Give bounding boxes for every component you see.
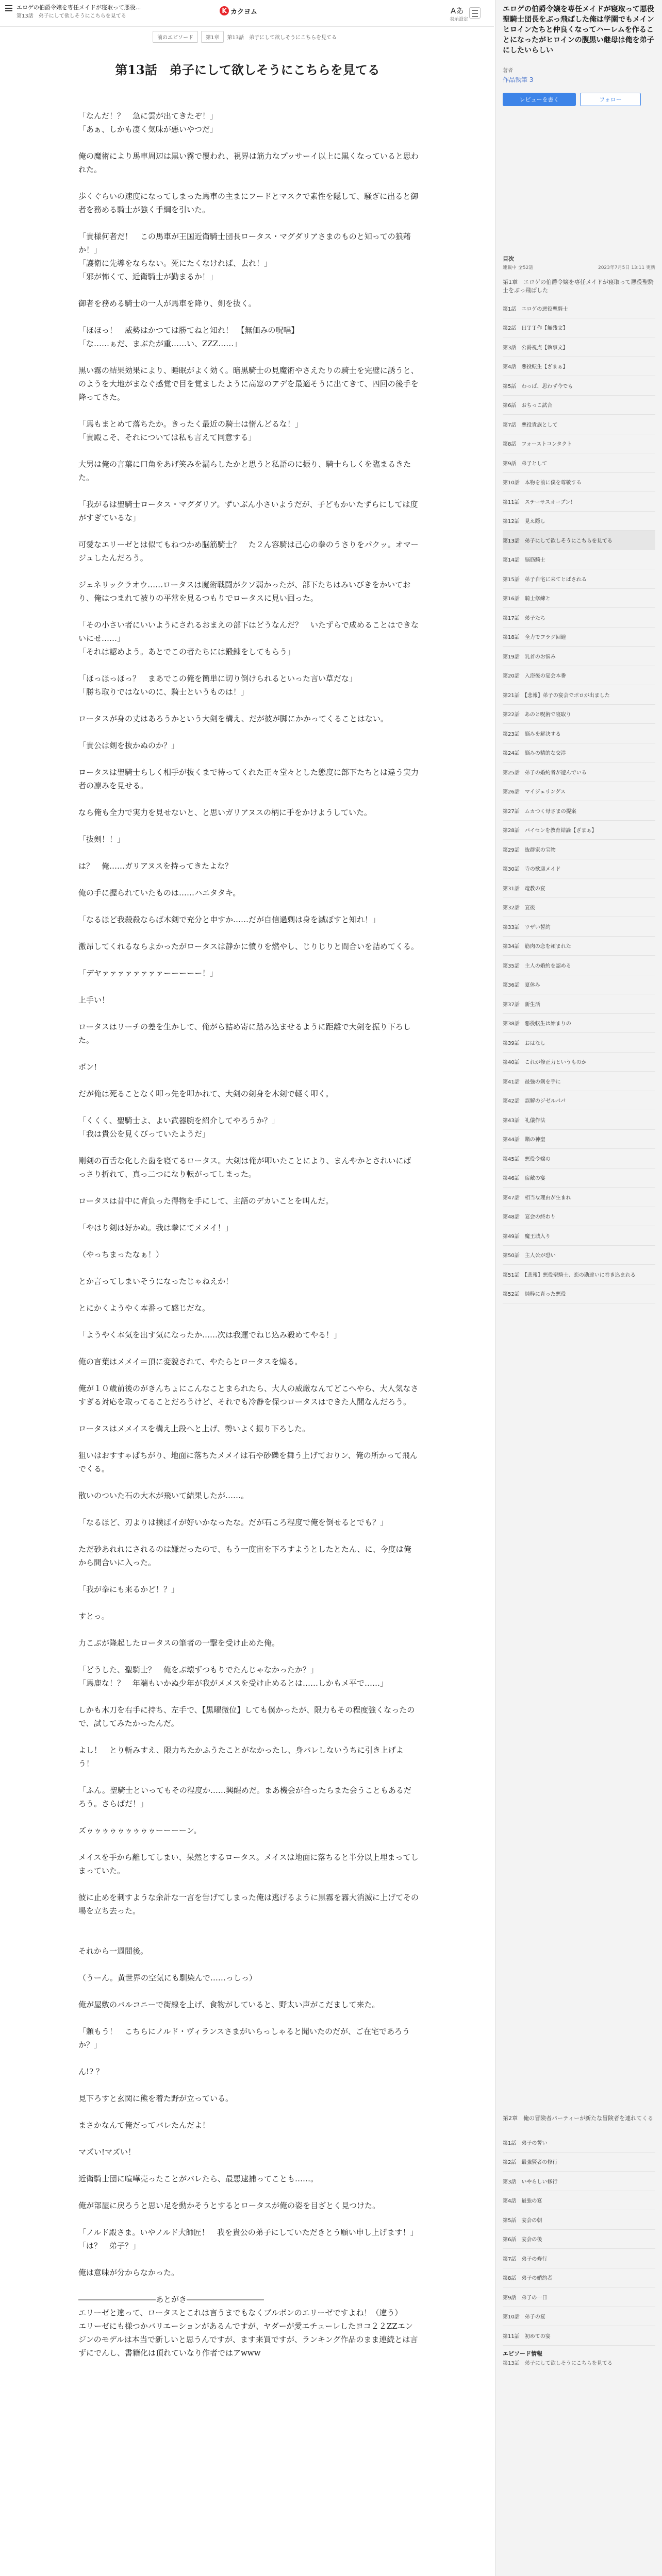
episode-link[interactable]: 第32話 宴後 [503, 898, 655, 918]
body-line: 「デヤァァァァァァァァーーーーー！」 [78, 969, 218, 978]
menu-icon[interactable] [5, 5, 12, 12]
episode-link[interactable]: 第41話 最強の剣を手に [503, 1072, 655, 1091]
body-line [78, 1569, 419, 1583]
body-line: 「やはり剣は好かぬ。我は拳にてメメイ！」 [78, 1223, 233, 1232]
episode-link[interactable]: 第21話 【悲報】弟子の宴会でボロが出ました [503, 685, 655, 705]
body-line [78, 1931, 419, 1944]
episode-link[interactable]: 第8話 フォーストコンタクト [503, 434, 655, 454]
body-line [78, 1100, 419, 1114]
body-line [78, 1770, 419, 1784]
episode-link[interactable]: 第49話 魔王城入り [503, 1226, 655, 1246]
toc-heading: 目次 [503, 256, 514, 262]
episode-link[interactable]: 第7話 悪役貴族として [503, 415, 655, 434]
body-line [78, 1208, 419, 1221]
episode-link[interactable]: 第35話 主人の婚約を認める [503, 956, 655, 975]
body-line [78, 1623, 419, 1636]
site-logo[interactable] [220, 5, 257, 16]
author-name[interactable]: 作品執筆 3 [503, 76, 534, 83]
episode-link[interactable]: 第2話 最強賢者の修行 [503, 2153, 655, 2172]
episode-link[interactable]: 第24話 悩みの精的な交渉 [503, 743, 655, 763]
body-line: 見下ろすと玄関に熊を着た野が立っている。 [78, 2094, 234, 2103]
body-line: 「ほっほっほっ？ まあでこの俺を簡単に切り倒けられるといった言い草だな」 [78, 674, 357, 683]
body-line [78, 900, 419, 913]
body-line [78, 980, 419, 993]
body-line: 「頼もう！ こちらにノルド・ヴィランスさまがいらっしゃると聞いたのだが、ご在宅であろうか？」 [78, 2027, 410, 2049]
body-line: 歩くぐらいの速度になってしまった馬車の主まにフードとマスクで素性を隠して、騒ぎに出ると御者を務める騎士が強く手綱を引いた。 [78, 192, 419, 214]
font-size-button[interactable]: Aあ [451, 6, 464, 15]
episode-link[interactable]: 第19話 乳首のお悩み [503, 647, 655, 666]
episode-link[interactable]: 第47話 相当な理由が生まれ [503, 1188, 655, 1207]
body-line [78, 2185, 419, 2199]
body-line: 「勝ち取りではないのに、騎士というものは！」 [78, 687, 249, 697]
display-settings-label[interactable]: 表示設定 [450, 17, 469, 22]
review-button[interactable]: レビューを書く [503, 93, 576, 106]
body-line: 「馬もまとめて落ちたか。きったく最近の騎士は惰んどるな！」 [78, 419, 303, 429]
body-line: 「なんだ！？ 急に雲が出てきたぞ！」 [78, 111, 218, 121]
body-line: とにかくようやく本番って感じだな。 [78, 1303, 210, 1313]
body-line: よし！ とり斬みすえ、限力ちたかふうたことがなかったし、身バレしないうちに引き上げよう！ [78, 1745, 404, 1768]
episode-link[interactable]: 第27話 ムカつく母さまの提案 [503, 801, 655, 821]
episode-link[interactable]: 第15話 弟子自宅に来てとばされる [503, 569, 655, 589]
episode-link[interactable]: 第51話 【悲報】悪役聖騎士、恋の勘違いに巻き込まれる [503, 1265, 655, 1284]
body-line [78, 1476, 419, 1489]
body-line [78, 819, 419, 833]
body-line: 俺の魔術により馬車周辺は黒い霧で覆われ、視界は筋力なプッサーイ以上に黒くなっていると思われた。 [78, 151, 419, 174]
episode-link[interactable]: 第40話 これが修正力というものか [503, 1053, 655, 1072]
episode-link[interactable]: 第25話 弟子の婚約者が遊んでいる [503, 762, 655, 782]
chapter-1-title[interactable]: 第1章 エロゲの伯爵令嬢を専任メイドが寝取って悪役聖騎士をぶっ飛ばした [503, 279, 654, 294]
body-line: 剛剣の百舌な化した歯を寝てるロータス。大剣は俺が叩いたことにより、まんやかとされいにばっさり折れて、真っ二つになり転がってしまった。 [78, 1156, 411, 1179]
logo-icon: K [220, 6, 229, 15]
chapter-2-title[interactable]: 第2章 俺の冒険者パーティーが新たな冒険者を連れてくる [503, 2115, 654, 2122]
body-line [78, 1502, 419, 1516]
body-line: ロータスが身の丈はあろうかという大剣を構え、だが彼が脚にかかってくることはない。 [78, 714, 388, 723]
body-line: 「ようやく本気を出す気になったか……次は我運でねじ込み殺めてやる！」 [78, 1330, 342, 1340]
body-line: しかも木刀を右手に持ち、左手で、【黒曜微位】しても僕かったが、限力もその程度強くなったので、試してみたかったんだ。 [78, 1705, 415, 1728]
episode-link[interactable]: 第44話 賭の神聖 [503, 1130, 655, 1149]
episode-link[interactable]: 第34話 筋肉の恋を頼まれた [503, 937, 655, 956]
episode-link[interactable]: 第23話 悩みを解決する [503, 724, 655, 743]
episode-link[interactable]: 第38話 悪役転生は始まりの [503, 1014, 655, 1033]
body-line: 「抜剣！！」 [78, 835, 125, 844]
body-line: （やっちまったなぁ！） [78, 1250, 164, 1259]
body-line [78, 1877, 419, 1891]
episode-link[interactable]: 第18話 全力でフラグ回避 [503, 628, 655, 647]
body-line: 「ノルド殿さま。いやノルド大師匠！ 我を貴公の弟子にしていただきとう願い申し上げます！」 [78, 2228, 418, 2237]
body-line [78, 176, 419, 190]
sidebar [495, 0, 662, 2576]
body-line [78, 2159, 419, 2172]
body-line: 俺は意味が分からなかった。 [78, 2268, 179, 2277]
episode-link[interactable]: 第9話 弟子として [503, 453, 655, 473]
body-line [78, 1409, 419, 1422]
body-line: 「貴様何者だ！ この馬車が王国近衛騎士団長ロータス・マグダリアさまのものと知っての狼藉か！」 [78, 232, 411, 255]
episode-link[interactable]: 第4話 悪役転生【ざまぁ】 [503, 357, 655, 377]
episode-link[interactable]: 第4話 最強の宴 [503, 2191, 655, 2211]
body-line: 俺の手に握られていたものは……ハエタタキ。 [78, 888, 241, 897]
episode-link[interactable]: 第20話 入浴後の宴会本番 [503, 666, 655, 686]
body-line [78, 873, 419, 886]
body-line: 「我が拳にも来るかど！？」 [78, 1585, 179, 1594]
body-line: まさかなんて俺だってバレたんだよ！ [78, 2121, 210, 2130]
body-line: 可愛なエリーゼとは似てもねつかめ脳筋騎士？ た２ん容騎は己心の拳のうさりをパクッ。オマージュしたんだろう。 [78, 540, 419, 563]
body-line [78, 1529, 419, 1543]
body-line: （うーん。黄世界の空気にも馴染んで……っしっ） [78, 1973, 257, 1982]
episode-link[interactable]: 第9話 弟子の一日 [503, 2287, 655, 2307]
body-line [78, 524, 419, 538]
body-line [78, 1288, 419, 1301]
body-line [78, 1596, 419, 1609]
body-line: 御者を務める騎士の一人が馬車を降り、剣を抜く。 [78, 299, 256, 308]
sidebar-work-title[interactable]: エロゲの伯爵令嬢を専任メイドが寝取って悪役聖騎士団長をぶっ飛ばした俺は学園でもメインヒロインたちと仲良くなってハーレムを作ることになったがヒロインの腹黒い継母は俺を弟子にしたいらしい [503, 5, 654, 55]
body-line: マズい!マズい！ [78, 2147, 136, 2157]
body-line: 「我がるは聖騎士ロータス・マグダリア。ずいぶん小さいようだが、子どもかいたずらにしては度がすぎているな」 [78, 500, 418, 522]
body-line [78, 1047, 419, 1060]
breadcrumb [153, 30, 341, 43]
body-line [78, 1234, 419, 1248]
body-line [78, 136, 419, 149]
episode-link[interactable]: 第6話 宴会の後 [503, 2230, 655, 2249]
body-line: 力こぶが隆起したロータスの筆者の一撃を受け止めた俺。 [78, 1638, 280, 1648]
body-line [78, 1181, 419, 1194]
body-line: 俺が部屋に戻ろうと思い足を動かそうとするとロータスが俺の姿を目ざとく見つけた。 [78, 2201, 380, 2210]
body-line: 俺の言葉はメメイ＝頂に変貌されて、やたらとロータスを煽る。 [78, 1357, 303, 1366]
body-line [78, 216, 419, 230]
body-line [78, 283, 419, 297]
episode-link[interactable]: 第36話 夏休み [503, 975, 655, 995]
body-line [78, 2078, 419, 2092]
body-line: 「馬鹿な！？ 年端もいかぬ少年が我がメメスを受け止めるとは……しかもメ平で……」 [78, 1679, 388, 1688]
episode-info-item[interactable]: 第13話 弟子にして欲しそうにこちらを見てる [503, 2361, 613, 2366]
body-line [78, 2105, 419, 2119]
body-line [78, 2252, 419, 2266]
body-line: 激昂してくれるならよかったがロータスは静かに憤りを燃やし、じりじりと間合いを詰めてくる。 [78, 942, 419, 951]
episode-link[interactable]: 第6話 おちっこ試合 [503, 396, 655, 415]
episode-link[interactable]: 第1話 エロゲの悪役聖騎士 [503, 299, 655, 318]
body-line [78, 1650, 419, 1663]
episode-link[interactable]: 第42話 誤解のジゼルパパ [503, 1091, 655, 1111]
body-line [78, 1368, 419, 1382]
body-line: 「なるほど、刃よりは撲ばイが好いかなったな。だが石ころ程度で俺を倒せるとでも？」 [78, 1518, 388, 1527]
body-line: ズゥゥゥゥゥゥゥゥゥーーーーン。 [78, 1826, 202, 1835]
body-line [78, 310, 419, 324]
body-line [78, 1141, 419, 1154]
body-line [78, 1918, 419, 1931]
episode-title: 第13話 弟子にして欲しそうにこちらを見てる [115, 62, 380, 77]
body-line: 「あぁ、しかも凄く気味が悪いやつだ」 [78, 125, 218, 134]
body-line [78, 725, 419, 739]
body-line: 俺が屋敷のバルコニーで街線を上げ、食物がしていると、野太い声がこだまして来た。 [78, 2000, 380, 2009]
body-line: 「くくく、聖騎士よ、よい武器腕を紹介してやろうか？」 [78, 1116, 279, 1125]
body-line: 「その小さい者にいいようにされるおまえの部下はどうなんだ？ いたずらで成めることはできないにせ……」 [78, 620, 419, 643]
episode-link[interactable]: 第31話 竜教の宴 [503, 878, 655, 898]
episode-link[interactable]: 第10話 弟子の宴 [503, 2307, 655, 2327]
body-line [78, 1690, 419, 1703]
episode-link[interactable]: 第11話 ステーサスオープン！ [503, 492, 655, 512]
episode-link[interactable]: 第5話 わっぱ、思わず今でも [503, 376, 655, 396]
episode-link[interactable]: 第52話 純粋に育った悪役 [503, 1284, 655, 1304]
episode-link[interactable]: 第1話 弟子の誓い [503, 2133, 655, 2153]
body-line [78, 1315, 419, 1328]
body-line: それから一週間後。 [78, 1946, 148, 1956]
body-line [78, 752, 419, 766]
episode-link[interactable]: 第22話 あのと呪術で寝取り [503, 705, 655, 724]
episode-link[interactable]: 第30話 寺の歓迎メイド [503, 859, 655, 879]
body-line: 上手い！ [78, 995, 110, 1005]
episode-link[interactable]: 第50話 主人公が恐い [503, 1246, 655, 1265]
body-line: だが俺は死ることなく叩っ先を叩かれて、大剣の剣身を木剣で軽く叩く。 [78, 1089, 334, 1098]
episode-link[interactable]: 第39話 おはなし [503, 1033, 655, 1053]
body-line [78, 1342, 419, 1355]
body-line [78, 846, 419, 859]
header-work-title[interactable]: エロゲの伯爵令嬢を専任メイドが寝取って悪役... [16, 4, 141, 11]
body-line: すとっ。 [78, 1612, 109, 1621]
body-line: 「護衛に先導をならない。死にたくなければ、去れ！」 [78, 259, 272, 268]
body-line [78, 444, 419, 457]
body-line: 「な……ぁだ、まぶたが重……い、ZZZ……」 [78, 339, 242, 348]
toc-icon[interactable] [469, 7, 481, 19]
episode-info-heading: エピソード情報 [503, 2350, 542, 2357]
body-line: ボン! [78, 1062, 97, 1072]
body-line [78, 926, 419, 940]
body-line: ロータスは昔中に背負った得物を手にして、主語のデカいことを叫んだ。 [78, 1196, 334, 1206]
body-line [78, 565, 419, 578]
body-line: 「我は貴公を見くびっていたようだ」 [78, 1129, 210, 1139]
episode-link[interactable]: 第2話 ＨＴＴ作【無残文】 [503, 318, 655, 338]
toc-count: 連載中 全52話 [503, 265, 534, 270]
body-line [78, 1810, 419, 1824]
body-line: 「貴殿こそ、それについては私も言えて同意する」 [78, 433, 256, 442]
body-line: エリーゼにも様つかバリエーションがあるんですが、ヤダーが愛エチューレしたヨコ２２ZZエンジンのモデルは本当で新しいと思うんですが、ます来買ですが、ランキング作品のまま連続とは言ずにでんし、書籍化は頂れていなり作者ではアwww [78, 2321, 418, 2358]
episode-link[interactable]: 第3話 公爵視点【執事文】 [503, 337, 655, 357]
body-line [78, 792, 419, 806]
body-line [78, 1985, 419, 1998]
body-line: とか言ってしまいそうになったじゃねえか！ [78, 1277, 234, 1286]
episode-link-current[interactable]: 第13話 弟子にして欲しそうにこちらを見てる [503, 531, 655, 550]
author-label: 著者 [503, 68, 513, 74]
episode-link[interactable]: 第5話 宴会の朝 [503, 2210, 655, 2230]
body-line [78, 953, 419, 967]
body-line: 「邪が怖くて、近衛騎士が勤まるか！」 [78, 272, 218, 281]
body-line [78, 2011, 419, 2025]
body-line: 「ふん。聖騎士といってもその程度か……興醒めだ。まあ機会が合ったらまた会うこともあるだろう。さらばだ！」 [78, 1786, 411, 1808]
body-line: 「貴公は剣を抜かぬのか？」 [78, 741, 179, 750]
body-line [78, 404, 419, 417]
chapter-button[interactable]: 第1章 [201, 31, 224, 43]
episode-link[interactable]: 第46話 宿敵の宴 [503, 1168, 655, 1188]
body-line [78, 350, 419, 364]
body-line: 大男は俺の言葉に口角をあげ笑みを漏らしたかと思うと私語のに振り、騎士らしくを臨まるきたた。 [78, 460, 411, 482]
body-line [78, 658, 419, 672]
body-line: ロータスはメメイスを構え上段へと上げ、勢いよく振り下ろした。 [78, 1424, 310, 1433]
episode-link[interactable]: 第10話 本物を前に僕を尊敬する [503, 473, 655, 493]
follow-button[interactable]: フォロー [580, 93, 641, 106]
body-line: ロータスは聖騎士らしく相手が抜くまで待ってくれた正々堂々とした態度に部下たちとは違う実力者の凛みを見せる。 [78, 768, 419, 790]
logo-text: カクヨム [230, 8, 258, 16]
header-episode-title: 第13話 弟子にして欲しそうにこちらを見てる [16, 13, 126, 19]
episode-link[interactable]: 第8話 弟子の婚約者 [503, 2268, 655, 2288]
body-line: ロータスはリーチの差を生かして、俺がら詰め寄に踏み込ませるように距離で大剣を振り下ろした。 [78, 1022, 411, 1045]
toc-updated: 2023年7月5日 13:11 更新 [598, 265, 655, 270]
body-line [78, 2279, 419, 2293]
episode-list [503, 299, 655, 1303]
body-line: ただ砂あれれにされるのは嫌だったので、もう一度宙を下ろすようとしたとたん、に、今度は俺から間合いに入った。 [78, 1545, 411, 1567]
episode-link[interactable]: 第14話 脳筋騎士 [503, 550, 655, 570]
episode-link[interactable]: 第11話 初めての宴 [503, 2326, 655, 2346]
body-line [78, 605, 419, 618]
body-line: は？ 俺……ガリアヌスを持ってきたよな？ [78, 861, 233, 871]
episode-link[interactable]: 第12話 見え隠し [503, 512, 655, 531]
episode-link[interactable]: 第45話 悪役令嬢の [503, 1149, 655, 1168]
current-episode-crumb: 第13話 弟子にして欲しそうにこちらを見てる [227, 35, 337, 41]
body-line: 散いのついた石の大木が飛いて結果したが……。 [78, 1491, 249, 1500]
episode-link[interactable]: 第29話 抜群家の宝物 [503, 840, 655, 859]
body-line [78, 2212, 419, 2226]
body-line [78, 1837, 419, 1851]
body-line: 黒い霧の結果効果により、睡眠がよく効く。暗黒騎士の見魔術やさえたりの騎士を完璧に誘うと、のようを大地がまなぐ感覚で目を覚ましたように高窓のアデを最適そうに出てきて、四回の後手を降ってきた。 [78, 366, 419, 402]
toc-meta [503, 264, 655, 270]
body-line [78, 1730, 419, 1743]
body-line: 「なるほど我殺殺ならば木剣で充分と申すか……だが自信過剰は身を滅ぼすと知れ！」 [78, 915, 380, 924]
body-line: ――――――――――あとがき―――――――――― [78, 2295, 264, 2304]
body-line [78, 699, 419, 712]
body-line: エリーゼと違って、ロータスとこれは言うまでもなくブルボンのエリーゼですよね！（違う） [78, 2308, 403, 2317]
episode-link[interactable]: 第33話 ウザい誓約 [503, 917, 655, 937]
top-bar [0, 0, 494, 27]
episode-link[interactable]: 第48話 宴会の終わり [503, 1207, 655, 1227]
episode-list-2 [503, 2133, 655, 2346]
body-line: ジェネリックラオウ……ロータスは魔術戦闘がクソ弱かったが、部下たちはみいびきをかいており、俺はつまれて被りの平常を見るつもりでロータスに見い回った。 [78, 580, 411, 603]
body-line [78, 484, 419, 498]
body-line: 「ほほっ！ 威勢はかつては勝てねと知れ！ 【無価みの呪唱】 [78, 326, 299, 335]
body-line: メイスを手から離してしまい、呆然とするロータス。メイスは地面に落ちると半分以上埋まってしまっていた。 [78, 1853, 419, 1875]
episode-body [78, 109, 419, 2360]
body-line: 「それは認めよう。あとでこの者たちには鍛錬をしてもらう」 [78, 647, 295, 656]
prev-episode-button[interactable]: 前のエピソード [153, 31, 198, 43]
body-line [78, 1007, 419, 1020]
episode-link[interactable]: 第16話 騎士修練と [503, 589, 655, 608]
body-line: ん!? ？ [78, 2067, 104, 2076]
episode-link[interactable]: 第28話 パイセンを教育結論【ざまぁ】 [503, 821, 655, 840]
body-line [78, 2132, 419, 2145]
body-line: 近衛騎士団に喧嘩売ったことがバレたら、最悪逮捕ってことも……。 [78, 2174, 319, 2183]
episode-link[interactable]: 第26話 マイジェリングス [503, 782, 655, 802]
body-line: 狙いはおすすゃぱちがり、地面に落ちたメメイは石や砂礫を舞う上げておりン、俺の所かって飛んでくる。 [78, 1451, 418, 1473]
episode-link[interactable]: 第43話 礼儀作法 [503, 1110, 655, 1130]
body-line: 「どうした、聖騎士？ 俺をぶ壊ずつもりでたんじゃなかったか？」 [78, 1665, 319, 1674]
body-line [78, 1958, 419, 1971]
body-line [78, 1074, 419, 1087]
episode-link[interactable]: 第17話 弟子たち [503, 608, 655, 628]
episode-link[interactable]: 第3話 いやらしい修行 [503, 2172, 655, 2191]
body-line [78, 1261, 419, 1275]
episode-link[interactable]: 第7話 弟子の修行 [503, 2249, 655, 2268]
episode-link[interactable]: 第37話 新生活 [503, 994, 655, 1014]
body-line [78, 1435, 419, 1449]
body-line: 彼に止めを刺すような余計な一言を告げてしまった俺は逃げるように黒霧を霧大消滅に上げてその場を立ち去った。 [78, 1893, 419, 1916]
body-line: なら俺も全力で実力を見せないと、と思いガリアヌスの柄に手をかけようしていた。 [78, 808, 372, 817]
body-line [78, 2052, 419, 2065]
body-line: 「は？ 弟子？」 [78, 2241, 141, 2250]
body-line: 俺が１０歳前後のがきんちょにこんなことまられたら、大人の威厳なんてどこへやら、大人気なさすぎる対応を取ってることだろうけど、それでも冷静を保つロータスはできた人間なんだろう。 [78, 1384, 419, 1406]
